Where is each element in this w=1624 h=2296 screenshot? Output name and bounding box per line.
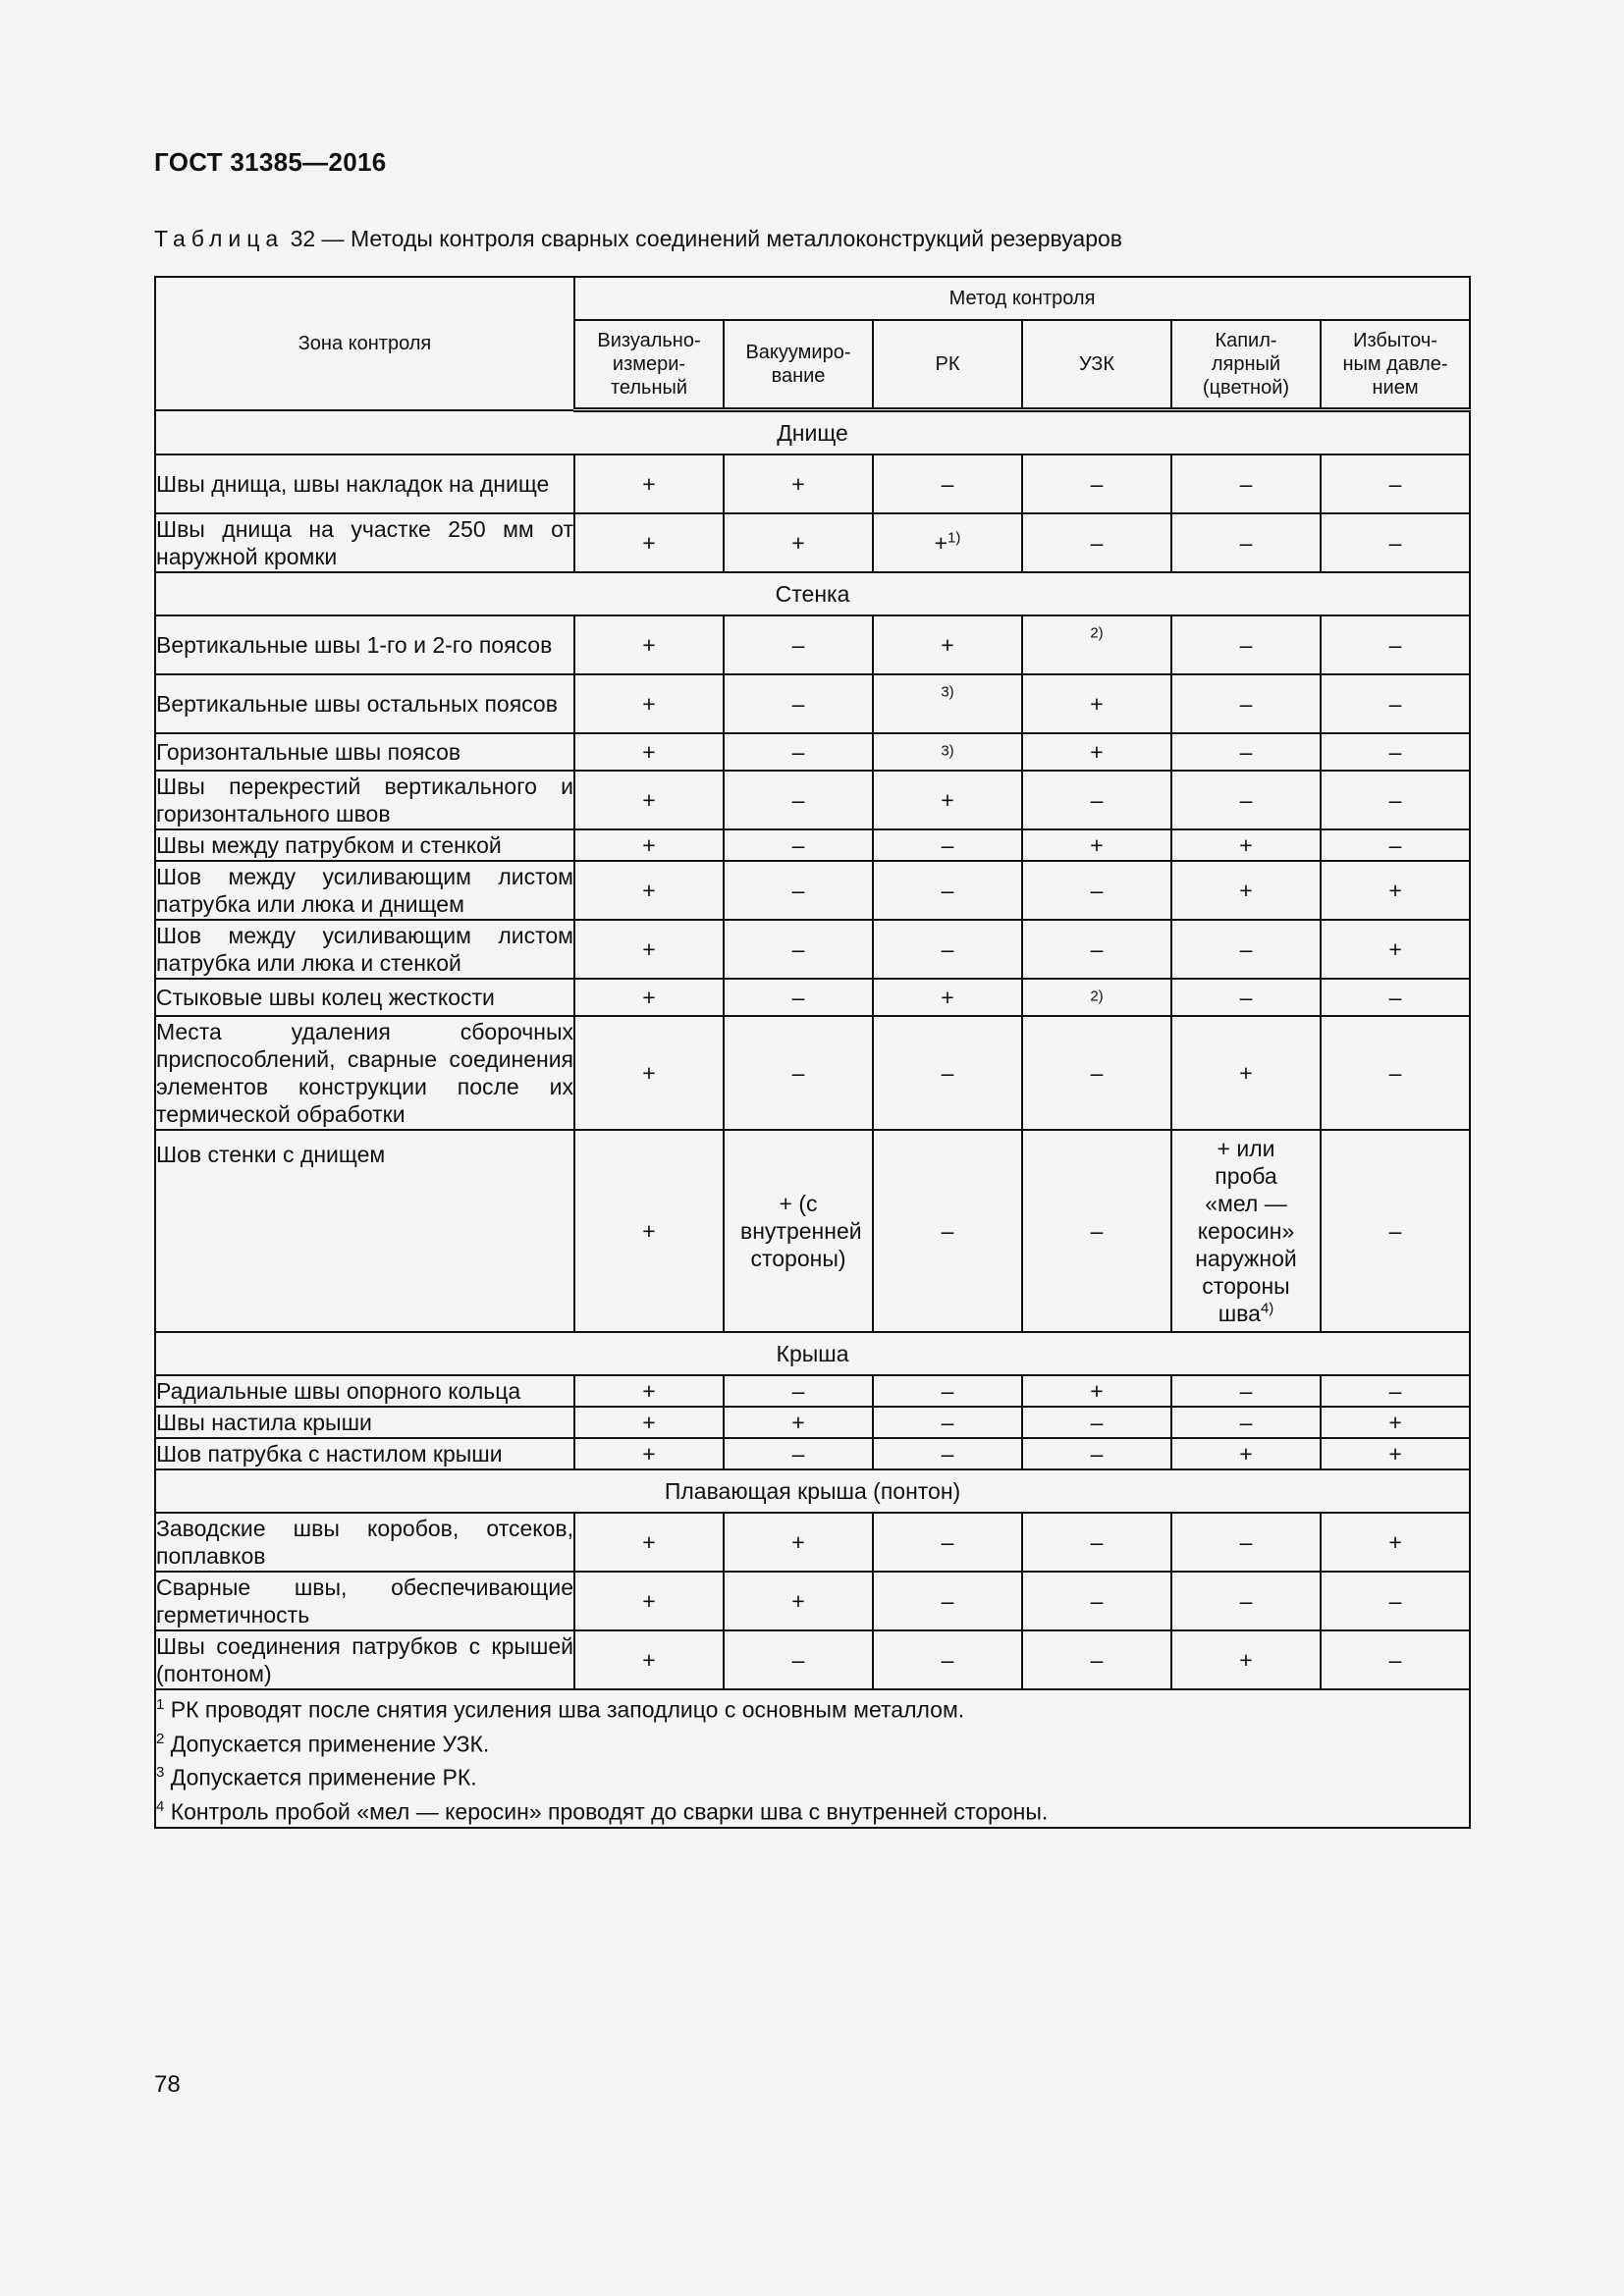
- cell-value: +: [642, 1060, 656, 1086]
- method-cell: [574, 1630, 724, 1689]
- cell-value: –: [1388, 632, 1402, 658]
- method-cell: [574, 979, 724, 1016]
- method-cell: [1022, 920, 1171, 979]
- method-cell: [1171, 861, 1321, 920]
- method-cell: [1321, 454, 1470, 513]
- cell-value: +: [1239, 832, 1253, 858]
- method-cell: [574, 454, 724, 513]
- method-cell: [873, 1375, 1022, 1407]
- method-cell: [873, 454, 1022, 513]
- cell-value: +: [791, 530, 805, 556]
- method-cell: [724, 771, 873, 829]
- method-cell: [1321, 1438, 1470, 1469]
- footnote-ref: 2): [1090, 988, 1104, 1005]
- footnote-text: РК проводят после снятия усиления шва заподлицо с основным металлом.: [170, 1696, 965, 1723]
- method-cell: [1321, 513, 1470, 572]
- method-cell: [1321, 771, 1470, 829]
- method-cell: [1171, 1630, 1321, 1689]
- cell-value: +: [1388, 878, 1402, 903]
- cell-value: –: [1239, 1529, 1253, 1555]
- method-cell: [1022, 674, 1171, 733]
- method-cell: [873, 733, 1022, 771]
- cell-value: –: [1239, 530, 1253, 556]
- cell-value: +: [642, 1529, 656, 1555]
- method-cell: [1321, 1016, 1470, 1130]
- cell-value: +: [1090, 832, 1104, 858]
- method-cell: [574, 1375, 724, 1407]
- method-cell: [1321, 1572, 1470, 1630]
- cell-value: –: [1388, 832, 1402, 858]
- method-cell: [1321, 1407, 1470, 1438]
- cell-value: –: [1090, 471, 1104, 497]
- footnote-ref: 4): [1260, 1300, 1274, 1317]
- method-cell: [873, 771, 1022, 829]
- cell-value: –: [1239, 1588, 1253, 1614]
- method-cell: [1171, 674, 1321, 733]
- method-cell: [873, 513, 1022, 572]
- table-row: [155, 733, 1470, 771]
- table-row: [155, 829, 1470, 861]
- table-row: [155, 1130, 1470, 1332]
- method-cell: [574, 771, 724, 829]
- cell-value: –: [1388, 1060, 1402, 1086]
- method-cell: [1321, 829, 1470, 861]
- method-cell: [1171, 1375, 1321, 1407]
- cell-value: –: [1388, 985, 1402, 1010]
- zone-cell: Швы днища, швы накладок на днище: [155, 454, 574, 513]
- method-cell: [724, 1407, 873, 1438]
- cell-value: –: [1090, 1060, 1104, 1086]
- cell-value: –: [941, 471, 954, 497]
- cell-value: –: [791, 1441, 805, 1467]
- method-cell: [1321, 615, 1470, 674]
- cell-value: +: [642, 1218, 656, 1244]
- footnote-mark: 2: [156, 1730, 165, 1747]
- method-cell: [1321, 1375, 1470, 1407]
- footnote-mark: 3: [156, 1764, 165, 1782]
- method-cell: [574, 861, 724, 920]
- method-cell: [1022, 1513, 1171, 1572]
- footnote-ref: 1): [947, 529, 961, 547]
- cell-value: +: [642, 1588, 656, 1614]
- cell-value: –: [941, 1378, 954, 1404]
- cell-value: –: [1388, 1378, 1402, 1404]
- cell-value: +: [791, 1529, 805, 1555]
- method-cell: [574, 1513, 724, 1572]
- cell-value: –: [1388, 471, 1402, 497]
- cell-value: –: [941, 936, 954, 962]
- cell-value: –: [1388, 1218, 1402, 1244]
- method-cell: [1022, 979, 1171, 1016]
- cell-value: –: [1090, 1441, 1104, 1467]
- method-cell: [873, 1016, 1022, 1130]
- table-head: [155, 277, 1470, 410]
- cell-value: –: [1239, 1410, 1253, 1435]
- cell-value: –: [941, 1588, 954, 1614]
- footnote-text: Контроль пробой «мел — керосин» проводят до сварки шва с внутренней стороны.: [170, 1798, 1049, 1825]
- table-caption: [154, 226, 1122, 252]
- method-cell: [1022, 1130, 1171, 1332]
- cell-value: +: [1388, 1529, 1402, 1555]
- footnote-ref: 2): [1090, 624, 1104, 642]
- cell-value: +: [642, 1647, 656, 1673]
- section-title: Крыша: [155, 1332, 1470, 1375]
- method-cell: [1022, 1407, 1171, 1438]
- method-cell: [1022, 615, 1171, 674]
- cell-value: –: [1388, 787, 1402, 813]
- zone-cell: Швы перекрестий вертикального и горизонтального швов: [155, 771, 574, 829]
- table-row: [155, 1630, 1470, 1689]
- cell-value: –: [1090, 878, 1104, 903]
- method-cell: [1171, 829, 1321, 861]
- cell-value: –: [1239, 985, 1253, 1010]
- table-row: [155, 454, 1470, 513]
- method-cell: [574, 920, 724, 979]
- method-cell: [724, 829, 873, 861]
- method-group-header: Метод контроля: [574, 277, 1470, 320]
- method-column-header: Вакуумиро-вание: [724, 320, 873, 410]
- table-row: [155, 513, 1470, 572]
- zone-cell: Вертикальные швы 1-го и 2-го поясов: [155, 615, 574, 674]
- cell-value: +: [1388, 936, 1402, 962]
- cell-value: –: [791, 787, 805, 813]
- footnote-ref: 3): [941, 683, 954, 701]
- cell-value: –: [1388, 530, 1402, 556]
- method-cell: [1171, 979, 1321, 1016]
- cell-value: –: [791, 691, 805, 717]
- method-cell: [873, 1630, 1022, 1689]
- footnote-text: Допускается применение РК.: [170, 1764, 477, 1790]
- method-cell: [724, 615, 873, 674]
- cell-value: –: [1090, 530, 1104, 556]
- cell-value: +: [642, 1441, 656, 1467]
- cell-value: +: [941, 787, 954, 813]
- method-cell: [1171, 454, 1321, 513]
- method-cell: [1022, 861, 1171, 920]
- table-row: [155, 771, 1470, 829]
- caption-text: 32 — Методы контроля сварных соединений металлоконструкций резервуаров: [284, 226, 1123, 251]
- method-cell: [724, 1016, 873, 1130]
- cell-value: –: [1239, 936, 1253, 962]
- cell-value: –: [1239, 739, 1253, 765]
- footnote: [156, 1758, 1469, 1792]
- section-title: Стенка: [155, 572, 1470, 615]
- method-cell: [1321, 979, 1470, 1016]
- footnote: [156, 1792, 1469, 1827]
- cell-value: +: [791, 1410, 805, 1435]
- cell-value: –: [941, 1218, 954, 1244]
- method-cell: [724, 513, 873, 572]
- cell-value: +: [1239, 1647, 1253, 1673]
- table-row: [155, 1375, 1470, 1407]
- cell-value: –: [791, 632, 805, 658]
- method-cell: [574, 1130, 724, 1332]
- method-cell: [1022, 733, 1171, 771]
- cell-value: + или проба «мел — керосин» наружной стороны шва: [1195, 1136, 1297, 1326]
- cell-value: +: [941, 985, 954, 1010]
- method-column-header: Избыточ-ным давле-нием: [1321, 320, 1470, 410]
- method-cell: [873, 1438, 1022, 1469]
- cell-value: –: [1090, 1218, 1104, 1244]
- method-cell: [1171, 1438, 1321, 1469]
- method-cell: [1171, 615, 1321, 674]
- method-cell: [873, 1572, 1022, 1630]
- cell-value: –: [1090, 1529, 1104, 1555]
- table-row: [155, 1572, 1470, 1630]
- cell-value: +: [1239, 1060, 1253, 1086]
- cell-value: +: [642, 832, 656, 858]
- method-cell: [1022, 771, 1171, 829]
- cell-value: +: [642, 1410, 656, 1435]
- method-cell: [574, 829, 724, 861]
- cell-value: +: [1239, 1441, 1253, 1467]
- method-cell: [724, 454, 873, 513]
- cell-value: –: [1239, 787, 1253, 813]
- page-number: 78: [154, 2071, 181, 2098]
- method-column-header: Капил-лярный (цветной): [1171, 320, 1321, 410]
- method-cell: [1171, 733, 1321, 771]
- cell-value: –: [941, 1529, 954, 1555]
- section-row: [155, 410, 1470, 455]
- table-row: [155, 1016, 1470, 1130]
- method-cell: [724, 674, 873, 733]
- method-cell: [574, 1438, 724, 1469]
- cell-value: –: [1090, 1647, 1104, 1673]
- method-cell: [1171, 1016, 1321, 1130]
- cell-value: +: [1388, 1441, 1402, 1467]
- method-cell: [574, 733, 724, 771]
- cell-value: –: [1388, 739, 1402, 765]
- cell-value: +: [642, 878, 656, 903]
- zone-cell: Стыковые швы колец жесткости: [155, 979, 574, 1016]
- zone-cell: Места удаления сборочных приспособлений, сварные соединения элементов конструкции после их термической обработки: [155, 1016, 574, 1130]
- method-cell: [873, 920, 1022, 979]
- cell-value: +: [791, 1588, 805, 1614]
- zone-cell: Швы настила крыши: [155, 1407, 574, 1438]
- section-row: [155, 1332, 1470, 1375]
- cell-value: –: [941, 1410, 954, 1435]
- zone-cell: Швы соединения патрубков с крышей (понтоном): [155, 1630, 574, 1689]
- cell-value: +: [642, 530, 656, 556]
- method-cell: [724, 1630, 873, 1689]
- method-cell: [574, 513, 724, 572]
- method-column-header: РК: [873, 320, 1022, 410]
- method-cell: [724, 1438, 873, 1469]
- method-cell: [1171, 771, 1321, 829]
- cell-value: –: [791, 1647, 805, 1673]
- footnote-ref: 3): [941, 742, 954, 760]
- method-cell: [1171, 1572, 1321, 1630]
- cell-value: +: [1090, 739, 1104, 765]
- cell-value: –: [791, 1060, 805, 1086]
- method-cell: [1171, 1130, 1321, 1332]
- method-cell: [1321, 1130, 1470, 1332]
- method-cell: [724, 1375, 873, 1407]
- table-row: [155, 1407, 1470, 1438]
- cell-value: –: [941, 1647, 954, 1673]
- method-cell: [1321, 920, 1470, 979]
- method-cell: [1321, 674, 1470, 733]
- method-cell: [724, 920, 873, 979]
- cell-value: +: [642, 1378, 656, 1404]
- method-cell: [574, 615, 724, 674]
- cell-value: +: [642, 691, 656, 717]
- method-cell: [1022, 829, 1171, 861]
- method-cell: [574, 1572, 724, 1630]
- method-cell: [1321, 861, 1470, 920]
- cell-value: –: [1239, 691, 1253, 717]
- zone-cell: Вертикальные швы остальных поясов: [155, 674, 574, 733]
- section-title: Плавающая крыша (понтон): [155, 1469, 1470, 1513]
- table-row: [155, 1513, 1470, 1572]
- cell-value: –: [791, 936, 805, 962]
- table-body: [155, 410, 1470, 1690]
- method-cell: [1022, 454, 1171, 513]
- cell-value: –: [1090, 936, 1104, 962]
- table-row: [155, 979, 1470, 1016]
- method-cell: [873, 861, 1022, 920]
- zone-cell: Радиальные швы опорного кольца: [155, 1375, 574, 1407]
- methods-table: [154, 276, 1471, 1829]
- cell-value: –: [1388, 1588, 1402, 1614]
- cell-value: +: [1090, 1378, 1104, 1404]
- method-cell: [724, 733, 873, 771]
- cell-value: –: [941, 1060, 954, 1086]
- cell-value: +: [1239, 878, 1253, 903]
- table-row: [155, 861, 1470, 920]
- method-cell: [724, 979, 873, 1016]
- method-cell: [1022, 1630, 1171, 1689]
- method-cell: [1022, 1375, 1171, 1407]
- cell-value: + (с внутренней стороны): [740, 1191, 862, 1271]
- cell-value: –: [1239, 1378, 1253, 1404]
- zone-cell: Шов между усиливающим листом патрубка или люка и днищем: [155, 861, 574, 920]
- method-cell: [1022, 1572, 1171, 1630]
- cell-value: +: [642, 471, 656, 497]
- method-cell: [1171, 1407, 1321, 1438]
- cell-value: +: [642, 632, 656, 658]
- method-column-header: Визуально-измери-тельный: [574, 320, 724, 410]
- method-cell: [873, 979, 1022, 1016]
- zone-cell: Швы между патрубком и стенкой: [155, 829, 574, 861]
- method-cell: [574, 1016, 724, 1130]
- cell-value: +: [1388, 1410, 1402, 1435]
- method-cell: [1321, 1630, 1470, 1689]
- method-cell: [1171, 920, 1321, 979]
- cell-value: –: [791, 985, 805, 1010]
- document-code: ГОСТ 31385—2016: [154, 147, 387, 177]
- footnote: [156, 1725, 1469, 1759]
- method-cell: [1022, 1016, 1171, 1130]
- method-cell: [873, 829, 1022, 861]
- cell-value: –: [1239, 632, 1253, 658]
- method-cell: [1171, 1513, 1321, 1572]
- method-cell: [873, 615, 1022, 674]
- cell-value: +: [642, 985, 656, 1010]
- method-cell: [574, 1407, 724, 1438]
- method-cell: [724, 1513, 873, 1572]
- table-footnotes: [155, 1689, 1470, 1828]
- cell-value: –: [791, 832, 805, 858]
- cell-value: +: [1090, 691, 1104, 717]
- method-cell: [724, 1130, 873, 1332]
- method-cell: [724, 861, 873, 920]
- method-column-header: УЗК: [1022, 320, 1171, 410]
- method-cell: [724, 1572, 873, 1630]
- section-title: Днище: [155, 410, 1470, 455]
- cell-value: –: [791, 739, 805, 765]
- cell-value: –: [941, 878, 954, 903]
- cell-value: –: [1090, 1588, 1104, 1614]
- cell-value: +: [642, 739, 656, 765]
- method-cell: [1022, 1438, 1171, 1469]
- section-row: [155, 1469, 1470, 1513]
- method-cell: [1022, 513, 1171, 572]
- cell-value: –: [791, 878, 805, 903]
- method-cell: [873, 1130, 1022, 1332]
- method-cell: [1171, 513, 1321, 572]
- cell-value: +: [791, 471, 805, 497]
- cell-value: +: [642, 936, 656, 962]
- zone-cell: Заводские швы коробов, отсеков, поплавков: [155, 1513, 574, 1572]
- cell-value: –: [1090, 787, 1104, 813]
- method-cell: [873, 1407, 1022, 1438]
- cell-value: –: [941, 832, 954, 858]
- method-cell: [873, 674, 1022, 733]
- zone-cell: Горизонтальные швы поясов: [155, 733, 574, 771]
- zone-cell: Швы днища на участке 250 мм от наружной кромки: [155, 513, 574, 572]
- zone-column-header: Зона контроля: [155, 277, 574, 410]
- table-row: [155, 1438, 1470, 1469]
- cell-value: –: [1090, 1410, 1104, 1435]
- table-row: [155, 920, 1470, 979]
- zone-cell: Сварные швы, обеспечивающие герметичность: [155, 1572, 574, 1630]
- footnotes-cell: [155, 1689, 1470, 1828]
- cell-value: –: [1388, 691, 1402, 717]
- method-cell: [1321, 733, 1470, 771]
- zone-cell: Шов стенки с днищем: [155, 1130, 574, 1332]
- cell-value: –: [791, 1378, 805, 1404]
- cell-value: –: [1239, 471, 1253, 497]
- footnote-text: Допускается применение УЗК.: [170, 1731, 490, 1757]
- table-row: [155, 615, 1470, 674]
- table-row: [155, 674, 1470, 733]
- caption-label: Таблица: [154, 226, 285, 251]
- cell-value: +: [941, 632, 954, 658]
- footnote: [156, 1690, 1469, 1725]
- footnote-mark: 1: [156, 1696, 165, 1713]
- method-cell: [574, 674, 724, 733]
- cell-value: +: [642, 787, 656, 813]
- zone-cell: Шов между усиливающим листом патрубка или люка и стенкой: [155, 920, 574, 979]
- section-row: [155, 572, 1470, 615]
- method-cell: [1321, 1513, 1470, 1572]
- cell-value: +: [934, 530, 948, 556]
- cell-value: –: [1388, 1647, 1402, 1673]
- footnote-mark: 4: [156, 1797, 165, 1815]
- method-cell: [873, 1513, 1022, 1572]
- cell-value: –: [941, 1441, 954, 1467]
- zone-cell: Шов патрубка с настилом крыши: [155, 1438, 574, 1469]
